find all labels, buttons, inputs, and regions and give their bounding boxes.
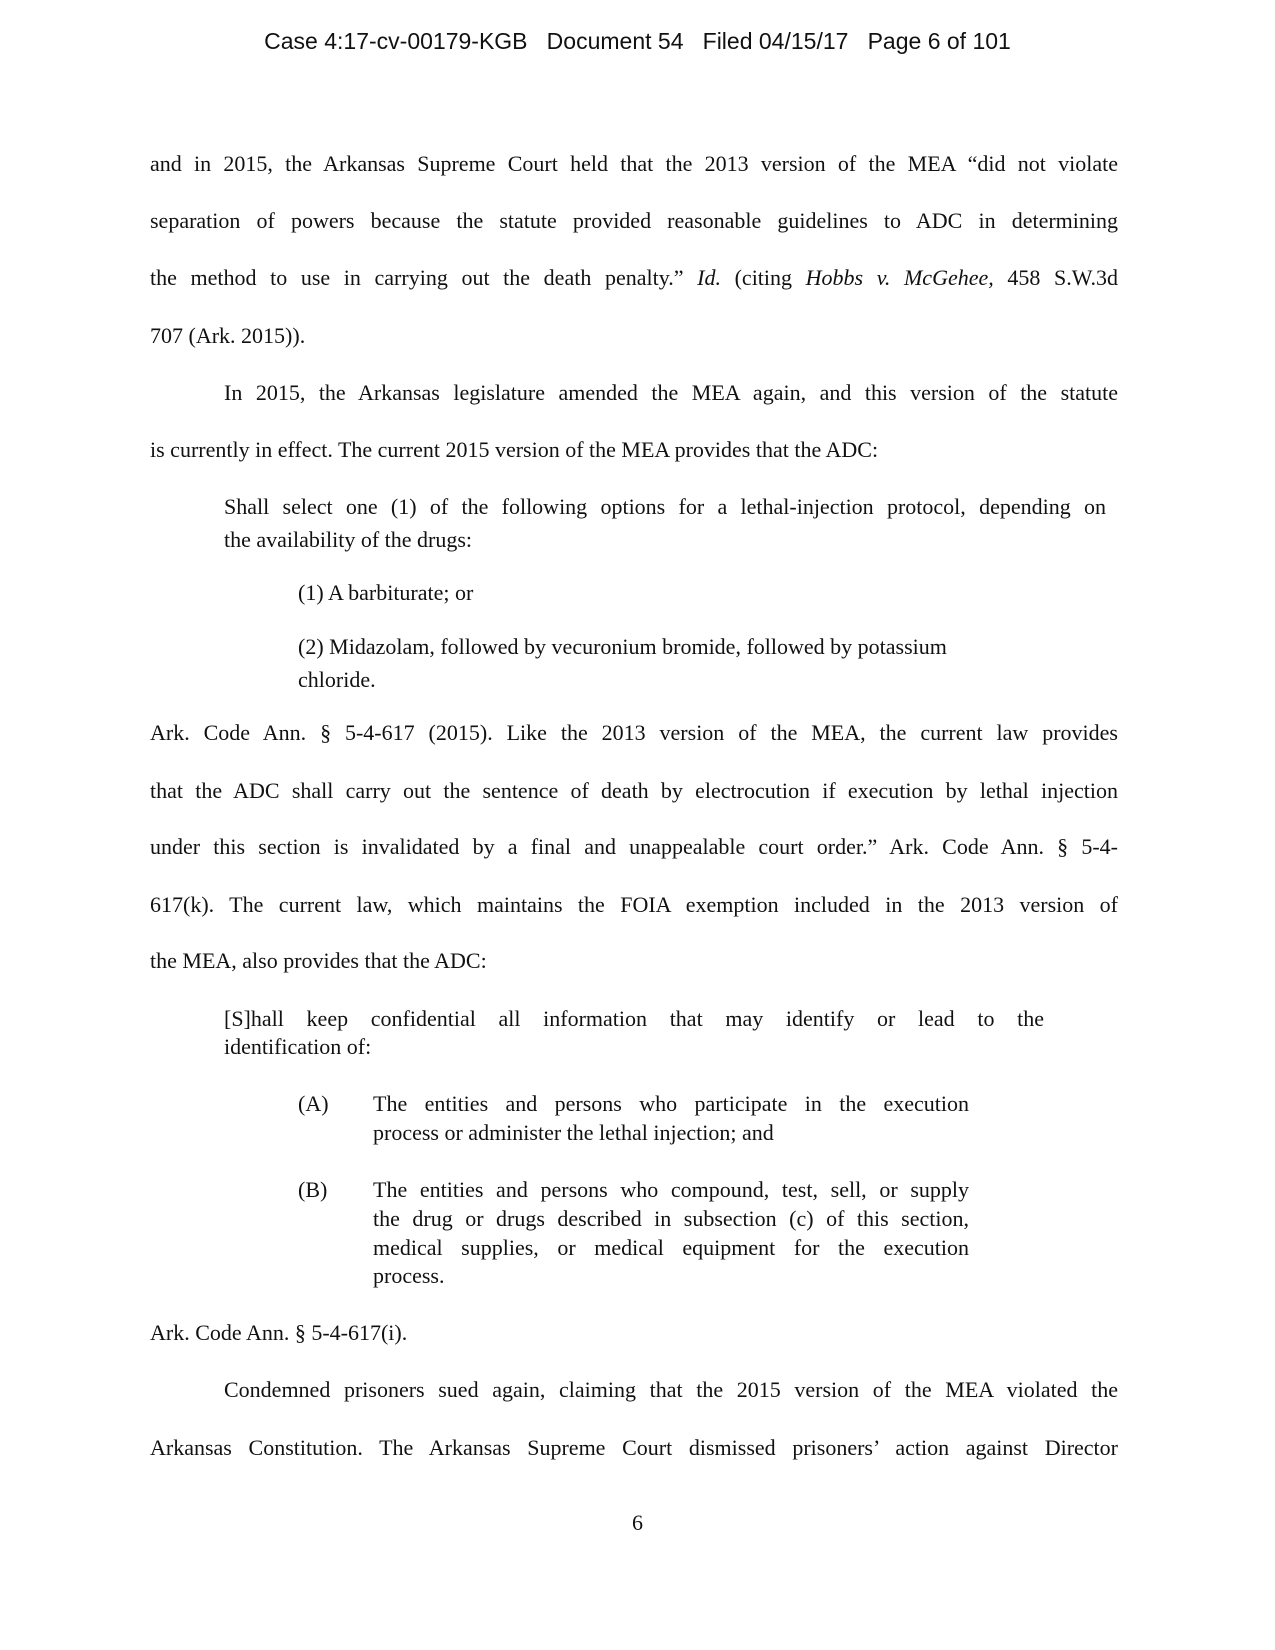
text-line: and in 2015, the Arkansas Supreme Court held that the 2013 version of the MEA “did not violate <box>150 151 1118 176</box>
list-item: chloride. <box>298 667 376 692</box>
text-line: 707 (Ark. 2015)). <box>150 323 306 348</box>
text-line: that the ADC shall carry out the sentence of death by electrocution if execution by lethal injection <box>150 778 1118 803</box>
list-label: (B) <box>298 1177 328 1202</box>
text-line: Condemned prisoners sued again, claiming that the 2015 version of the MEA violated the <box>224 1377 1118 1402</box>
text-span: the method to use in carrying out the death penalty.” <box>150 265 698 290</box>
text-line <box>150 265 1118 291</box>
citation-id: Id. <box>697 265 721 290</box>
quote-line: Shall select one (1) of the following options for a lethal-injection protocol, depending on <box>224 494 1106 519</box>
case-header: Case 4:17-cv-00179-KGB Document 54 Filed 04/15/17 Page 6 of 101 <box>264 28 1011 54</box>
list-item: (1) A barbiturate; or <box>298 580 474 605</box>
page-number: 6 <box>632 1510 643 1535</box>
text-line: Arkansas Constitution. The Arkansas Supreme Court dismissed prisoners’ action against Director <box>150 1435 1118 1460</box>
list-item: (2) Midazolam, followed by vecuronium bromide, followed by potassium <box>298 634 947 659</box>
case-name: Hobbs v. McGehee, <box>805 265 994 290</box>
text-span: 458 S.W.3d <box>993 265 1118 290</box>
text-line: Ark. Code Ann. § 5-4-617(i). <box>150 1320 408 1345</box>
text-line: Ark. Code Ann. § 5-4-617 (2015). Like the 2013 version of the MEA, the current law provides <box>150 720 1118 745</box>
text-line: is currently in effect. The current 2015 version of the MEA provides that the ADC: <box>150 437 879 462</box>
text-line: the MEA, also provides that the ADC: <box>150 948 487 973</box>
quote-line: [S]hall keep confidential all information that may identify or lead to the <box>224 1006 1044 1031</box>
list-item: process or administer the lethal injection; and <box>373 1120 774 1145</box>
list-item: medical supplies, or medical equipment for the execution <box>373 1235 969 1260</box>
text-line: 617(k). The current law, which maintains the FOIA exemption included in the 2013 version of <box>150 892 1118 917</box>
text-line: separation of powers because the statute provided reasonable guidelines to ADC in determining <box>150 208 1118 233</box>
list-item: The entities and persons who participate in the execution <box>373 1091 969 1116</box>
quote-line: the availability of the drugs: <box>224 527 473 552</box>
text-line: In 2015, the Arkansas legislature amended the MEA again, and this version of the statute <box>224 380 1118 405</box>
list-label: (A) <box>298 1091 329 1116</box>
text-line: under this section is invalidated by a final and unappealable court order.” Ark. Code Ann. § 5-4- <box>150 834 1118 859</box>
quote-line: identification of: <box>224 1034 372 1059</box>
text-span: (citing <box>720 265 806 290</box>
list-item: the drug or drugs described in subsection (c) of this section, <box>373 1206 969 1231</box>
list-item: The entities and persons who compound, test, sell, or supply <box>373 1177 969 1202</box>
list-item: process. <box>373 1263 445 1288</box>
